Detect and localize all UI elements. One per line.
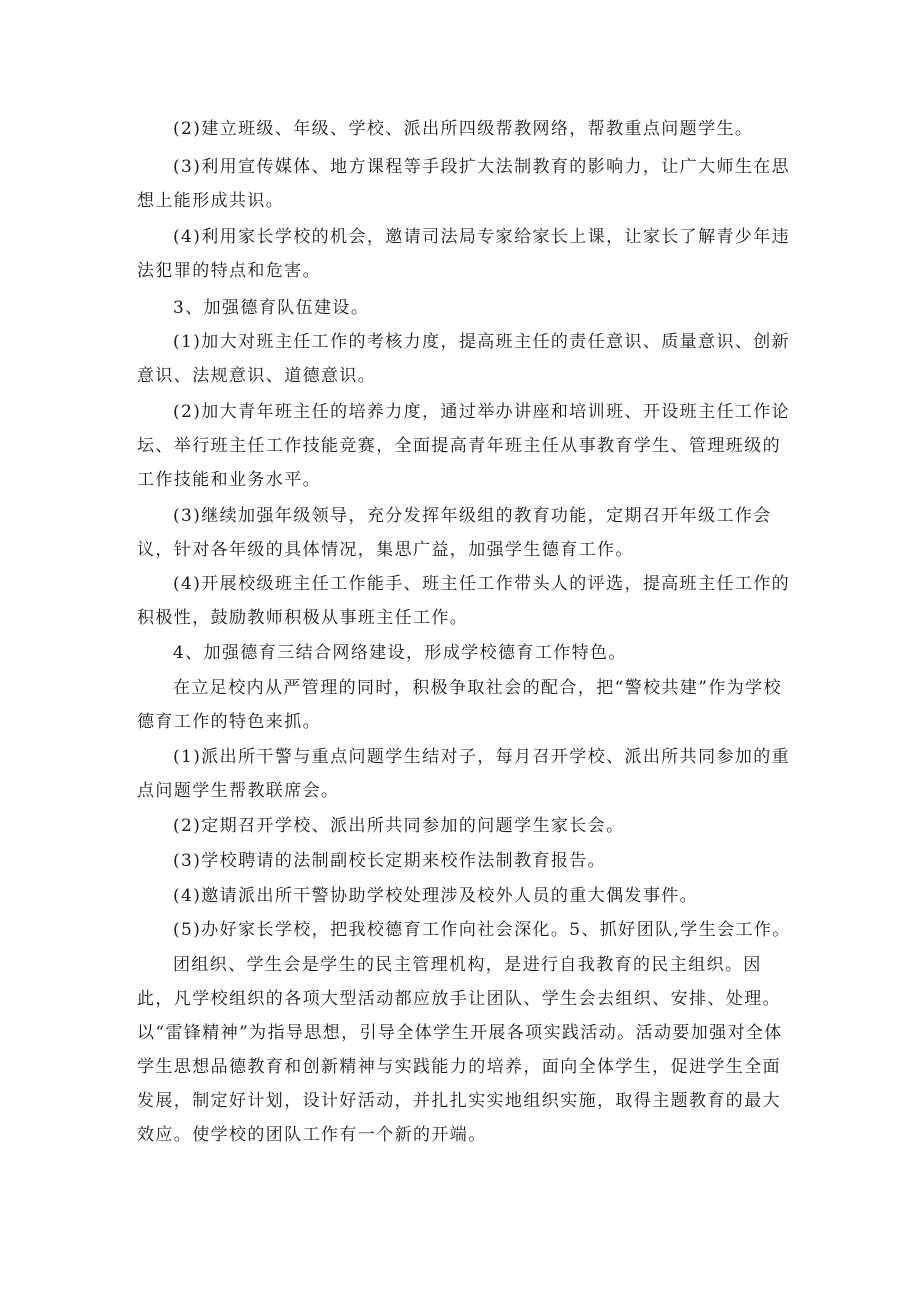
paragraph-student-union: 团组织、学生会是学生的民主管理机构，是进行自我教育的民主组织。因此，凡学校组织的各项大型活动都应放手让团队、学生会去组织、安排、处理。以“雷锋精神”为指导思想，引导全体学生开展各项实践活动。活动要加强对全体学生思想品德教育和创新精神与实践能力的培养，面向全体学生，促进学生全面发展，制定好计划，设计好活动，并扎扎实实地组织实施，取得主题教育的最大效应。使学校的团队工作有一个新的开端。 [137,955,783,1145]
paragraph-police-school: 在立足校内从严管理的同时，积极争取社会的配合，把“警校共建”作为学校德育工作的特色来抓。 [137,678,782,732]
paragraph-item-2: (2)建立班级、年级、学校、派出所四级帮教网络，帮教重点问题学生。 [173,119,754,139]
paragraph-item-5-parents: (5)办好家长学校，把我校德育工作向社会深化。5、抓好团队,学生会工作。 [173,920,791,940]
paragraph-item-2-police: (2)定期召开学校、派出所共同参加的问题学生家长会。 [173,816,625,836]
paragraph-item-1-police: (1)派出所干警与重点问题学生结对子，每月召开学校、派出所共同参加的重点问题学生帮教联席会。 [137,747,791,801]
section-heading-4: 4、加强德育三结合网络建设，形成学校德育工作特色。 [173,643,627,663]
paragraph-item-4-evaluation: (4)开展校级班主任工作能手、班主任工作带头人的评选，提高班主任工作的积极性，鼓励教师积极从事班主任工作。 [137,574,791,628]
paragraph-item-4-police: (4)邀请派出所干警协助学校处理涉及校外人员的重大偶发事件。 [173,886,699,906]
paragraph-item-1-teacher: (1)加大对班主任工作的考核力度，提高班主任的责任意识、质量意识、创新意识、法规意识、道德意识。 [137,332,791,386]
paragraph-item-3-police: (3)学校聘请的法制副校长定期来校作法制教育报告。 [173,851,607,871]
paragraph-item-4: (4)利用家长学校的机会，邀请司法局专家给家长上课，让家长了解青少年违法犯罪的特点和危害。 [137,227,791,281]
paragraph-item-2-teacher: (2)加大青年班主任的培养力度，通过举办讲座和培训班、开设班主任工作论坛、举行班主任工作技能竞赛，全面提高青年班主任从事教育学生、管理班级的工作技能和业务水平。 [137,402,791,490]
paragraph-item-3-grade: (3)继续加强年级领导，充分发挥年级组的教育功能，定期召开年级工作会议，针对各年级的具体情况，集思广益，加强学生德育工作。 [137,506,772,560]
section-heading-3: 3、加强德育队伍建设。 [173,298,370,318]
paragraph-item-3: (3)利用宣传媒体、地方课程等手段扩大法制教育的影响力，让广大师生在思想上能形成共识。 [137,157,791,211]
